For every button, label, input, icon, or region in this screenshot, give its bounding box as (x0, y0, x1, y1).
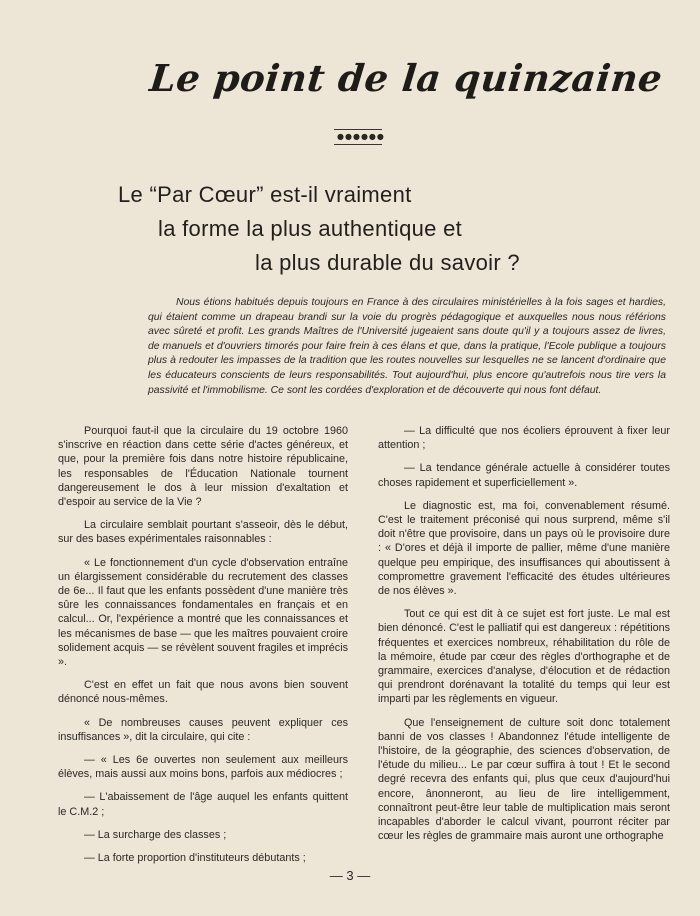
ornament-line-bottom (334, 144, 382, 145)
ornament-divider (334, 128, 385, 146)
headline-line-1: Le “Par Cœur” est-il vraiment (118, 182, 412, 207)
body-paragraph: Que l'enseignement de culture soit donc totalement banni de vos classes ! Abandonnez l'étude intelligente de l'histoire, de la géographie, des sciences d'observation, de l'étude du milieu... Le par cœur suffira à tout ! Et le second degré recevra des enfants qui, plus que ceux d'aujourd'hui encore, ânonneront, au lieu de lire intelligemment, connaîtront peut-être leur table de multiplication mais seront incapables d'aborder le calcul vivant, pourront réciter par cœur les règles de grammaire mais auront une orthographe (378, 716, 670, 843)
body-paragraph: Tout ce qui est dit à ce sujet est fort juste. Le mal est bien dénoncé. C'est le palliatif qui est dangereux : répétitions fréquentes et exercices nombreux, réhabilitation du rôle de la mémoire, étude par cœur des règles d'orthographe et de grammaire, exercices d'analyse, d'élocution et de rédaction qui prendront dorénavant la totalité du temps qui leur est imparti par les règlements en vigueur. (378, 608, 670, 706)
list-item: — La difficulté que nos écoliers éprouvent à fixer leur attention ; (378, 425, 670, 452)
body-paragraph: Le diagnostic est, ma foi, convenablement résumé. C'est le traitement préconisé qui nous surprend, même s'il doit n'être que provisoire, dans un pays où le provisoire dure : « D'ores et déjà il importe de pallier, même d'une manière quelque peu empirique, des insuffisances qui aboutissent à compromettre gravement l'efficacité des études ultérieures de nos élèves ». (378, 499, 670, 598)
headline-line-2: la forme la plus authentique et (158, 216, 463, 241)
list-item: — La forte proportion d'instituteurs débutants ; (84, 852, 306, 865)
article-headline (118, 178, 638, 280)
list-item: — La surcharge des classes ; (84, 828, 227, 841)
body-paragraph: C'est en effet un fait que nous avons bien souvent dénoncé nous-mêmes. (58, 679, 348, 706)
list-item: — L'abaissement de l'âge auquel les enfants quittent le C.M.2 ; (58, 791, 348, 818)
page-number: — 3 — (329, 868, 371, 883)
ornament-line-top (334, 129, 382, 130)
intro-paragraph: Nous étions habitués depuis toujours en France à des circulaires ministérielles à la fois sages et hardies, qui étaient comme un drapeau brandi sur la voie du progrès pédagogique et auxquelles nous nous référions avec sûreté et profit. Les grands Maîtres de l'Université jugeaient sans doute qu'il y a toujours assez de livres, de manuels et d'ouvriers timorés pour faire frein à ces élans et que, dans la pratique, l'Ecole publique a toujours plus à redouter les impasses de la tradition que les routes nouvelles sur lesquelles ne se lancent d'ordinaire que les éducateurs conscients de leurs responsabilités. Tout aujourd'hui, plus encore qu'autrefois nous tire vers la passivité et l'immobilisme. Ce sont les cordées d'exploration et de découverte qui nous font défaut. (148, 297, 666, 396)
headline-line-3: la plus durable du savoir ? (255, 250, 520, 275)
masthead-title: Le point de la quinzaine (147, 56, 665, 100)
body-paragraph: La circulaire semblait pourtant s'asseoir, dès le début, sur des bases expérimentales raisonnables : (58, 519, 348, 546)
ornament-dots: ●●●●●● (337, 132, 385, 141)
quote-paragraph: « De nombreuses causes peuvent expliquer ces insuffisances », dit la circulaire, qui cite : (58, 716, 348, 743)
list-item: — « Les 6e ouvertes non seulement aux meilleurs élèves, mais aussi aux moins bons, parfois aux médiocres ; (58, 754, 348, 781)
left-column (58, 424, 348, 874)
quote-paragraph: « Le fonctionnement d'un cycle d'observation entraîne un élargissement considérable du recrutement des classes de 6e... Il faut que les enfants possèdent d'une manière très sûre les connaissances fondamentales en français et en calcul... Or, l'expérience a montré que les connaissances et les mécanismes de base — que les maîtres pouvaient croire solidement acquis — se révèlent souvent fragiles et imprécis ». (58, 556, 348, 669)
list-item: — La tendance générale actuelle à considérer toutes choses rapidement et superficiellement ». (378, 462, 670, 489)
right-column (378, 424, 670, 852)
body-paragraph: Pourquoi faut-il que la circulaire du 19 octobre 1960 s'inscrive en réaction dans cette série d'actes généreux, et que, pour la première fois dans notre histoire républicaine, les responsables de l'Éducation Nationale tournent dangereusement le dos à leur mission d'exaltation et d'espoir au service de la Vie ? (58, 425, 348, 509)
